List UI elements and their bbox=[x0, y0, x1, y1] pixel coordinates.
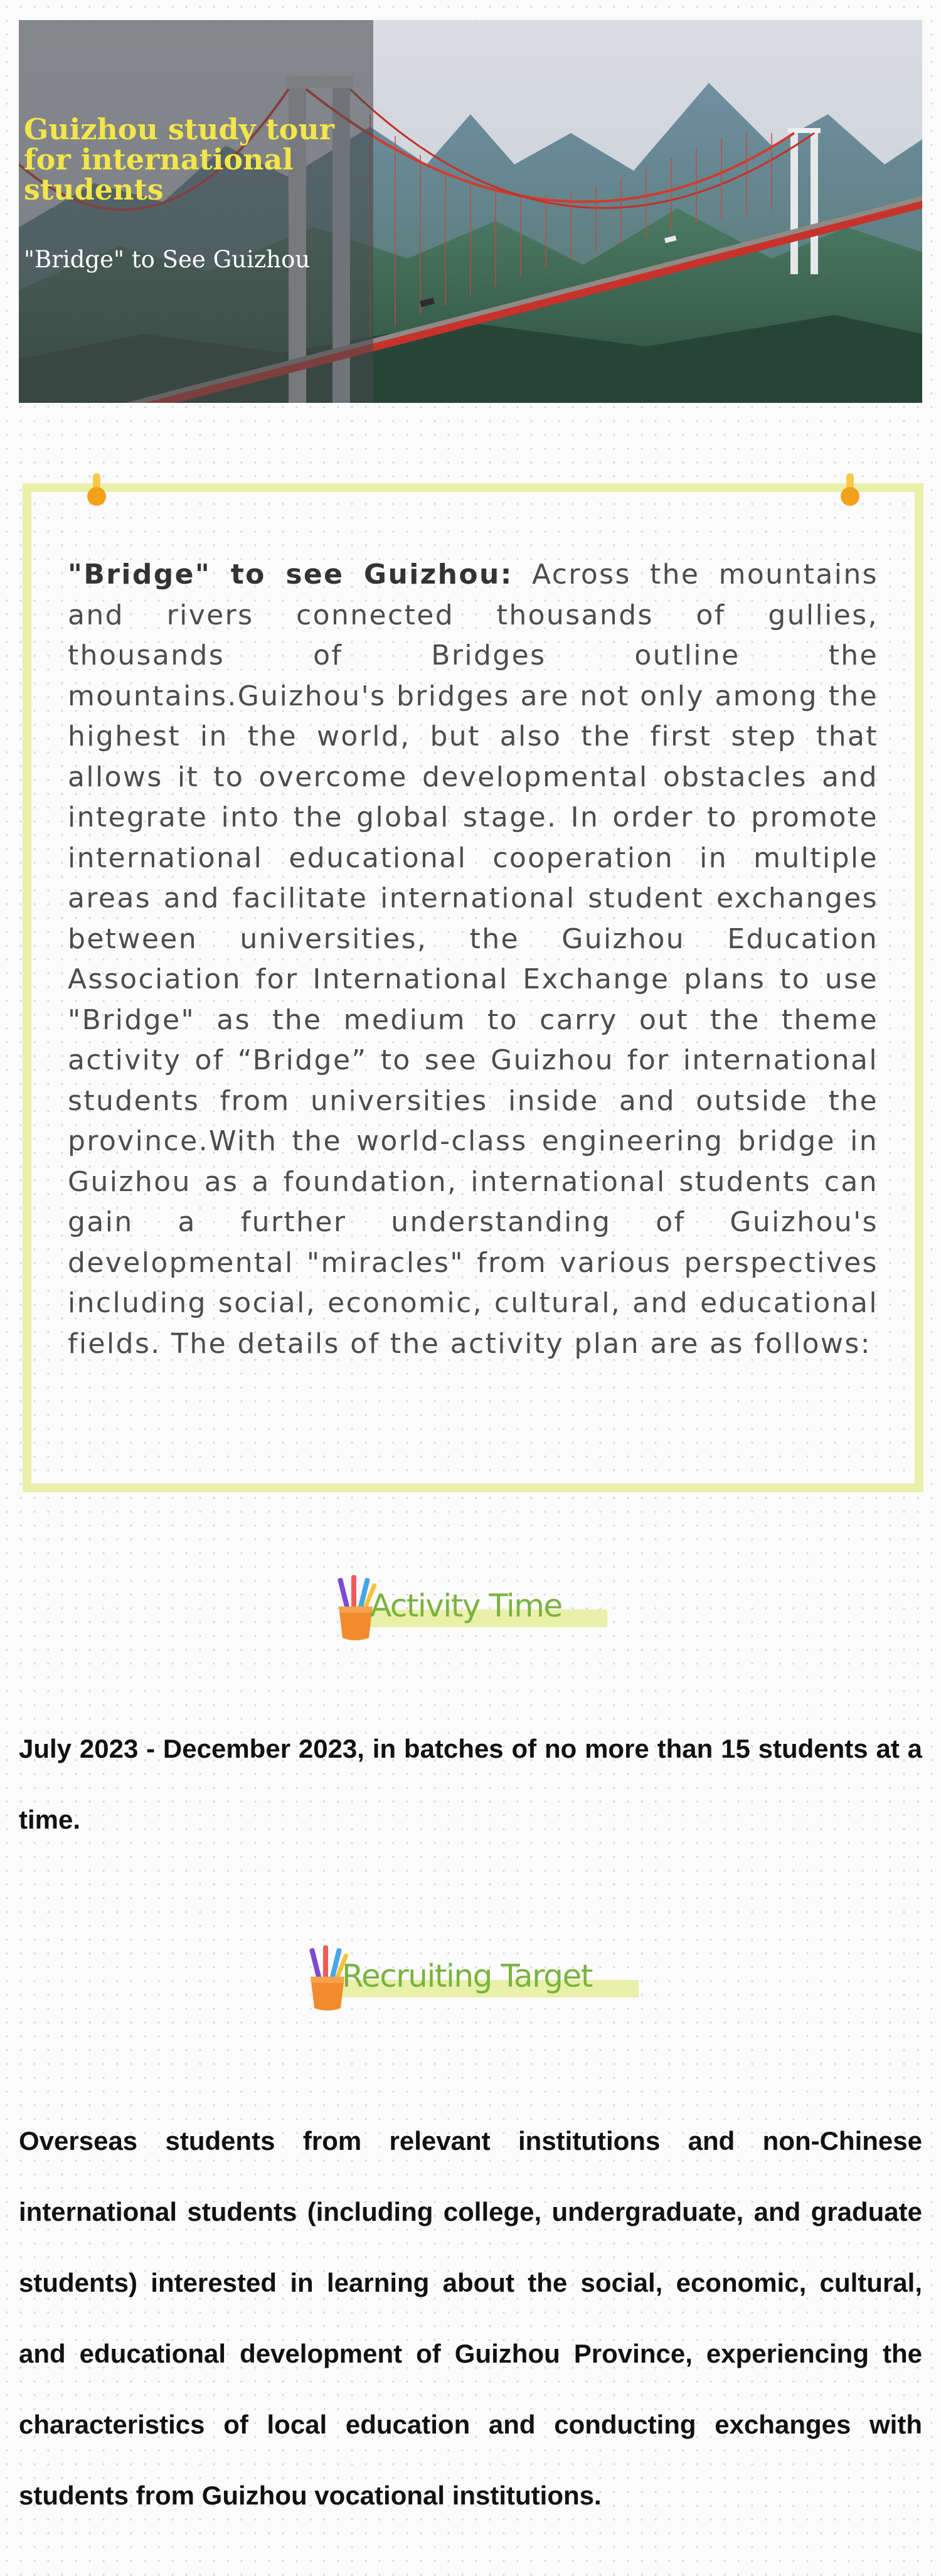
intro-lead: "Bridge" to see Guizhou: bbox=[68, 558, 513, 591]
section-heading-recruiting-target bbox=[304, 1945, 643, 2002]
hero-overlay bbox=[19, 20, 373, 403]
hero-subtitle: "Bridge" to See Guizhou bbox=[24, 246, 311, 273]
intro-body: Across the mountains and rivers connected thousands of gullies, thousands of Bridges outline the mountains.Guizhou's bridges are not only among the highest in the world, but also the first step that allows it to overcome developmental obstacles and integrate into the global stage. In order to promote international educational cooperation in multiple areas and facilitate international student exchanges between universities, the Guizhou Education Association for International Exchange plans to use "Bridge" as the medium to carry out the theme activity of “Bridge” to see Guizhou for international students from universities inside and outside the province.With the world-class engineering bridge in Guizhou as a foundation, international students can gain a further understanding of Guizhou's developmental "miracles" from various perspectives including social, economic, cultural, and educational fields. The details of the activity plan are as follows: bbox=[68, 558, 879, 1360]
intro-box bbox=[23, 483, 923, 1492]
pin-icon bbox=[87, 473, 106, 511]
hero-title: Guizhou study tour for international students bbox=[24, 112, 335, 206]
hero-banner bbox=[19, 20, 922, 403]
section-heading-label: Activity Time bbox=[370, 1588, 562, 1624]
intro-paragraph bbox=[68, 555, 878, 1364]
section-heading-activity-time bbox=[332, 1575, 609, 1632]
recruiting-target-text: Overseas students from relevant institutions and non-Chinese international students (including college, undergraduate, and graduate students) interested in learning about the social, economic, cultural, and educational development of Guizhou Province, experiencing the characteristics of local education and conducting exchanges with students from Guizhou vocational institutions. bbox=[19, 2126, 922, 2510]
pin-icon bbox=[841, 473, 859, 511]
section-heading-label: Recruiting Target bbox=[342, 1958, 592, 1994]
activity-time-text: July 2023 - December 2023, in batches of no more than 15 students at a time. bbox=[19, 1734, 922, 1834]
